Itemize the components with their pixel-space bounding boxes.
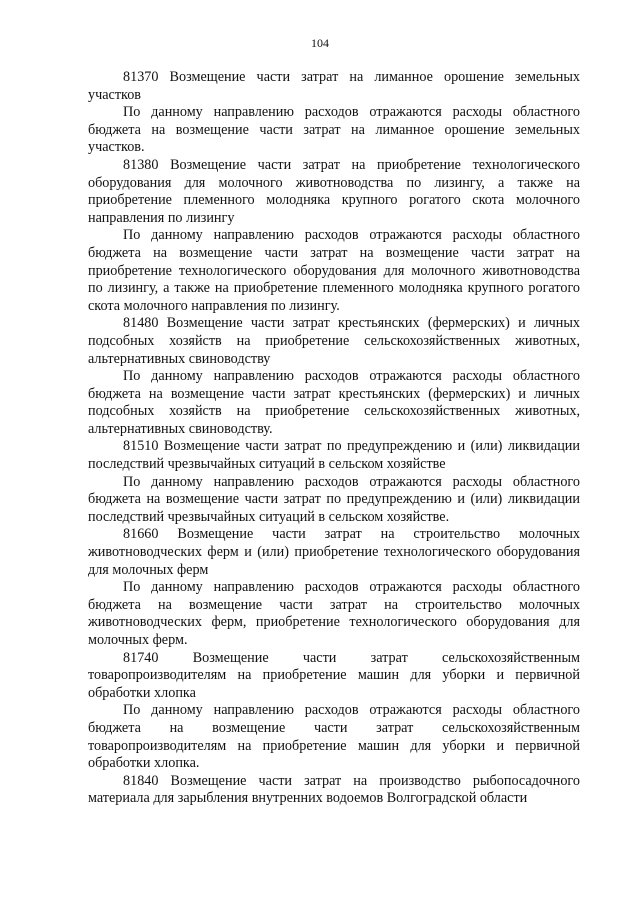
page-number: 104 xyxy=(311,36,329,50)
heading-81510: 81510 Возмещение части затрат по предупреждению и (или) ликвидации последствий чрезвычайных ситуаций в сельском хозяйстве xyxy=(88,438,580,473)
heading-81380: 81380 Возмещение части затрат на приобретение технологического оборудования для молочного животноводства по лизингу, а также на приобретение племенного молодняка крупного рогатого скота молочного направления по лизингу xyxy=(88,156,580,226)
description-81510: По данному направлению расходов отражаются расходы областного бюджета на возмещение части затрат по предупреждению и (или) ликвидации последствий чрезвычайных ситуаций в сельском хозяйстве. xyxy=(88,473,580,525)
description-81380: По данному направлению расходов отражаются расходы областного бюджета на возмещение части затрат на возмещение части затрат на приобретение технологического оборудования для молочного животноводства по лизингу, а также на приобретение племенного молодняка крупного рогатого скота молочного направления по лизингу. xyxy=(88,227,580,314)
description-81660: По данному направлению расходов отражаются расходы областного бюджета на возмещение части затрат на строительство молочных животноводческих ферм, приобретение технологического оборудования для молочных ферм. xyxy=(88,579,580,648)
document-body xyxy=(88,69,580,808)
description-81740: По данному направлению расходов отражаются расходы областного бюджета на возмещение части затрат сельскохозяйственным товаропроизводителям на приобретение машин для уборки и первичной обработки хлопка. xyxy=(88,702,580,772)
heading-81480: 81480 Возмещение части затрат крестьянских (фермерских) и личных подсобных хозяйств на приобретение сельскохозяйственных животных, альтернативных свиноводству xyxy=(88,315,580,367)
description-81370: По данному направлению расходов отражаются расходы областного бюджета на возмещение части затрат на лиманное орошение земельных участков. xyxy=(88,104,580,156)
heading-81660: 81660 Возмещение части затрат на строительство молочных животноводческих ферм и (или) приобретение технологического оборудования для молочных ферм xyxy=(88,526,580,578)
heading-81370: 81370 Возмещение части затрат на лиманное орошение земельных участков xyxy=(88,69,580,103)
heading-81840: 81840 Возмещение части затрат на производство рыбопосадочного материала для зарыбления внутренних водоемов Волгоградской области xyxy=(88,772,580,807)
description-81480: По данному направлению расходов отражаются расходы областного бюджета на возмещение части затрат крестьянских (фермерских) и личных подсобных хозяйств на приобретение сельскохозяйственных животных, альтернативных свиноводству. xyxy=(88,368,580,437)
heading-81740: 81740 Возмещение части затрат сельскохозяйственным товаропроизводителям на приобретение машин для уборки и первичной обработки хлопка xyxy=(88,649,580,701)
